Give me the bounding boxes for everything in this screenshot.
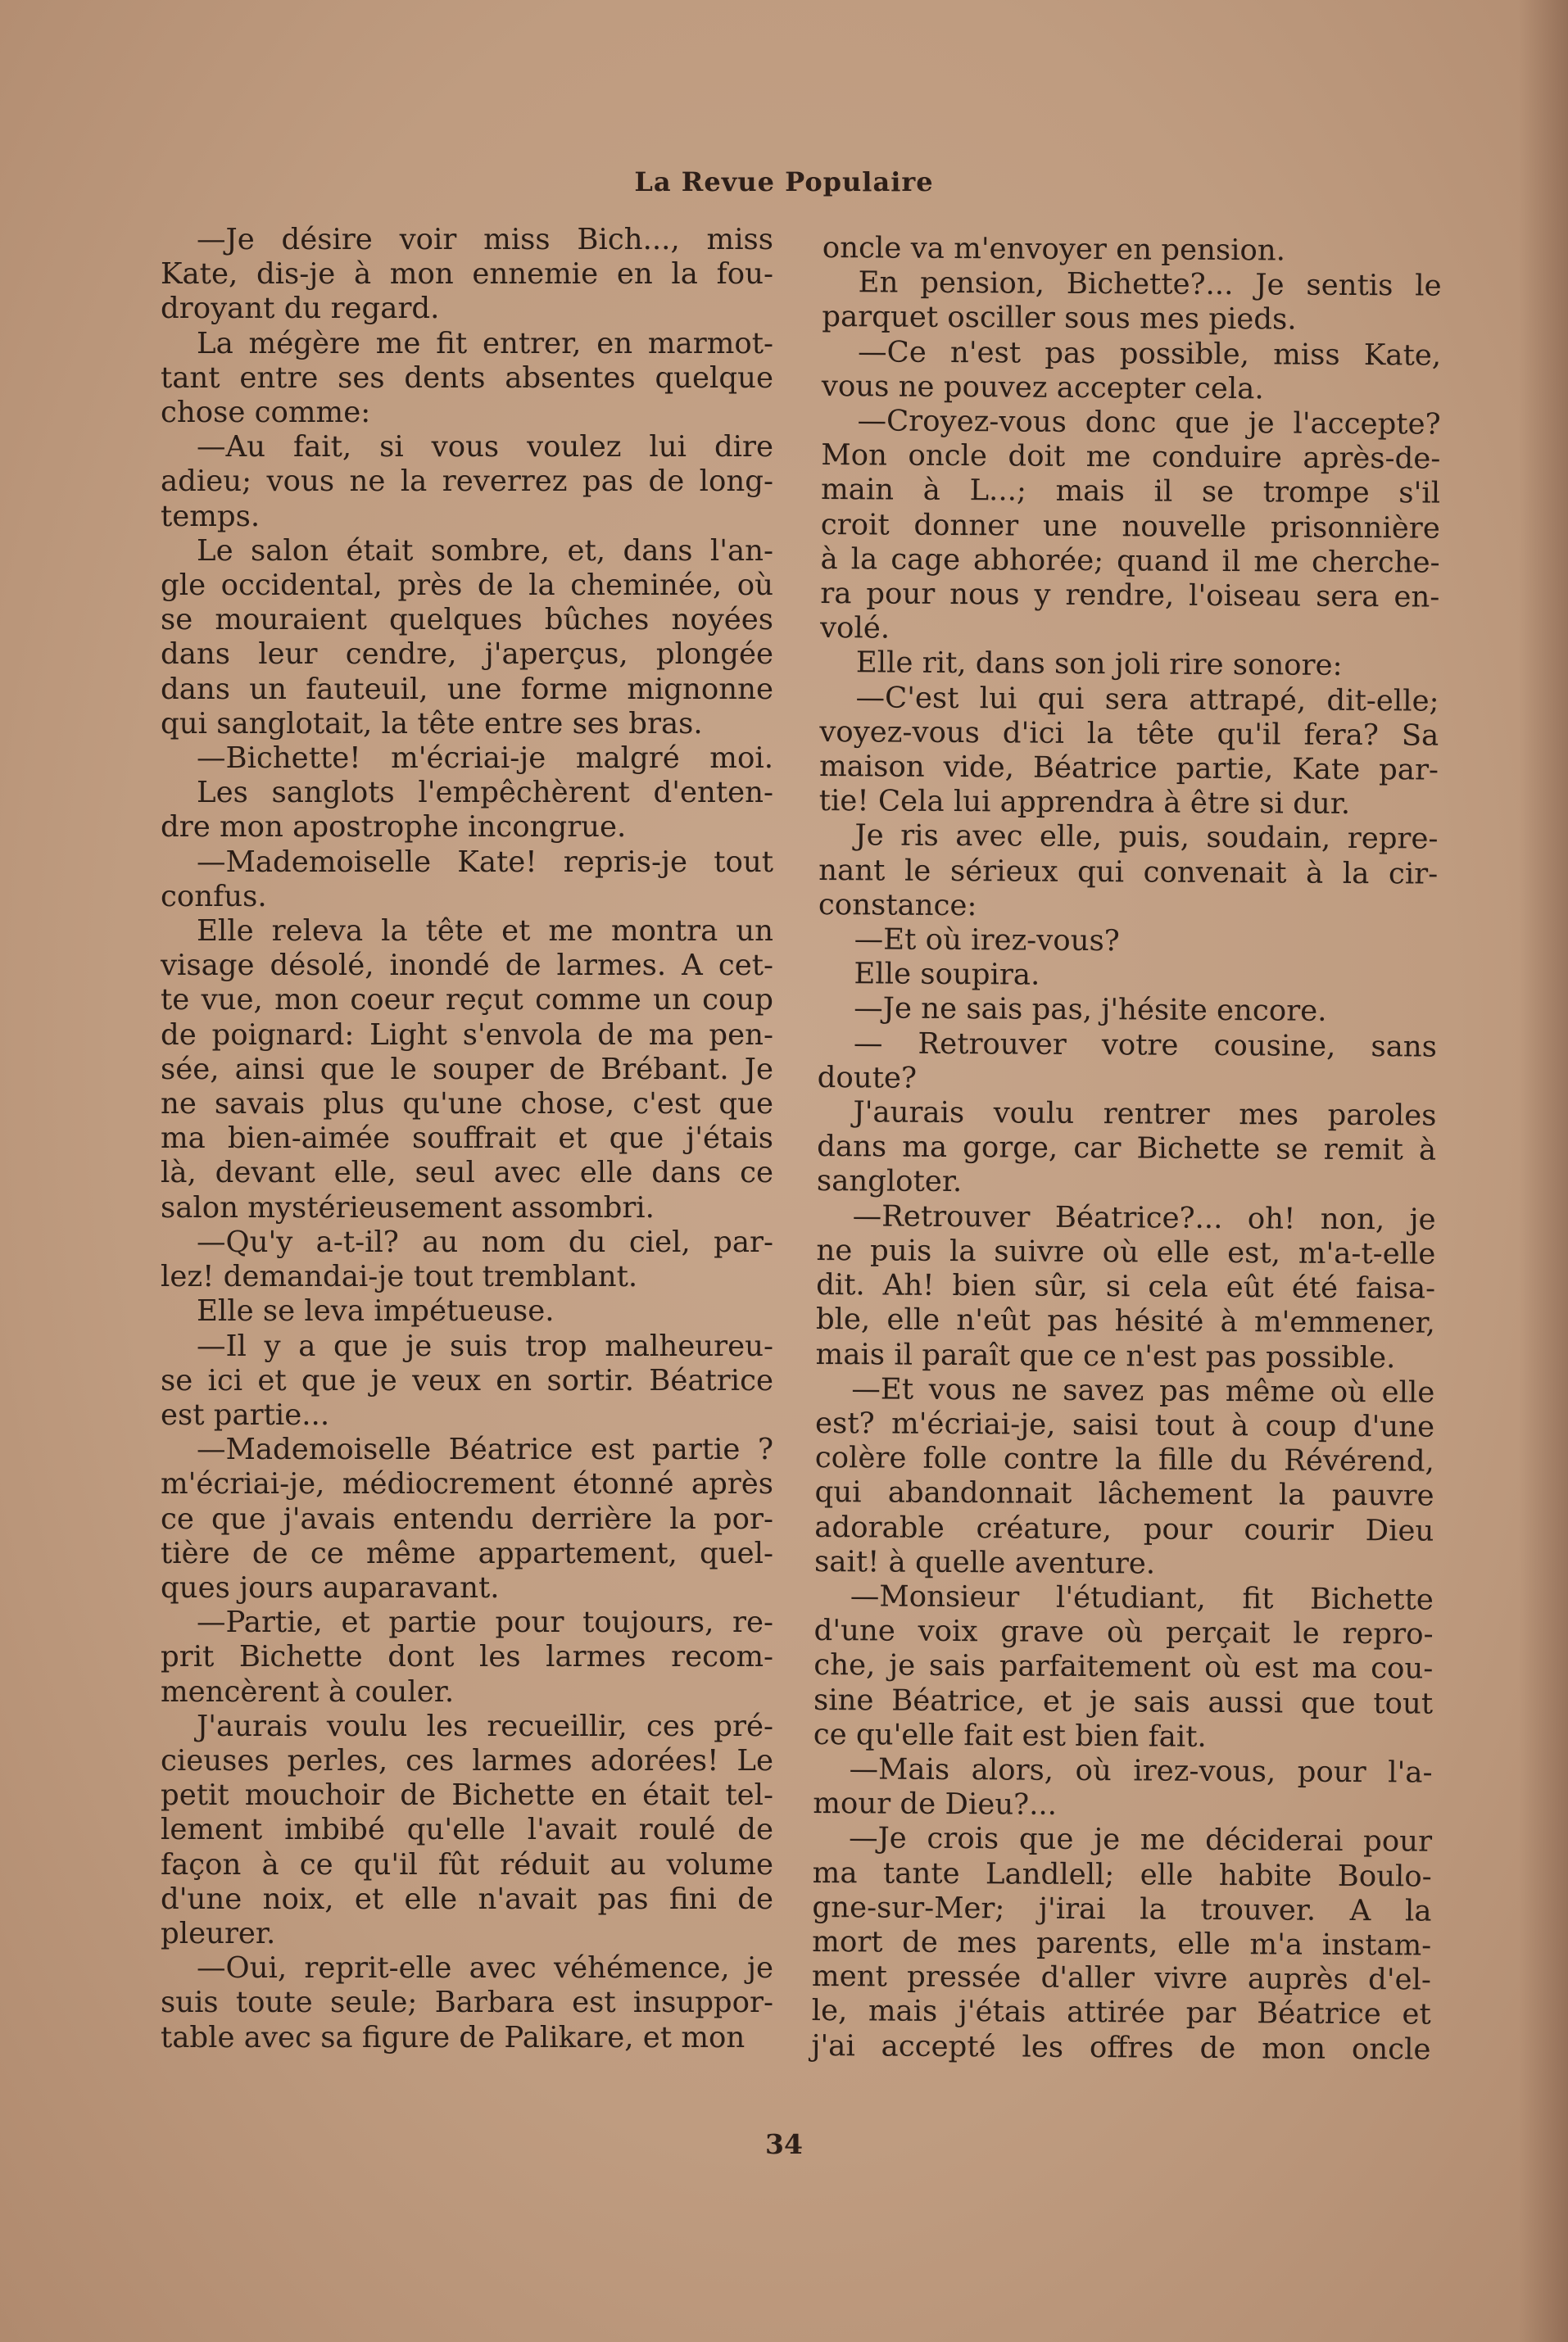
text-line: confus. (161, 879, 267, 913)
text-line: qui abandonnait lâchement la pauvre (814, 1475, 1434, 1513)
text-line: de poignard: Light s'envola de ma pen- (161, 1017, 773, 1052)
text-line: —Je crois que je me déciderai pour (848, 1821, 1433, 1859)
text-line: se ici et que je veux en sortir. Béatrice (161, 1363, 773, 1397)
text-line: J'aurais voulu les recueillir, ces pré- (197, 1709, 773, 1743)
text-line: d'une noix, et elle n'avait pas fini de (161, 1882, 773, 1916)
text-line: main à L...; mais il se trompe s'il (820, 473, 1441, 511)
text-line: dre mon apostrophe incongrue. (161, 810, 627, 845)
text-line: Elle se leva impétueuse. (197, 1294, 555, 1329)
text-line: ne puis la suivre où elle est, m'a-t-elle (816, 1233, 1436, 1271)
text-line: — Retrouver votre cousine, sans (853, 1026, 1438, 1064)
running-header: La Revue Populaire (634, 166, 934, 197)
text-line: tière de ce même appartement, quel- (161, 1536, 773, 1570)
text-line: sait! à quelle aventure. (813, 1544, 1156, 1581)
text-line: J'aurais voulu rentrer mes paroles (853, 1095, 1437, 1133)
text-line: table avec sa figure de Palikare, et mon (161, 2020, 745, 2054)
text-line: Le salon était sombre, et, dans l'an- (197, 533, 773, 568)
text-line: sée, ainsi que le souper de Brébant. Je (161, 1052, 773, 1086)
text-line: le, mais j'étais attirée par Béatrice et (811, 1994, 1431, 2032)
text-line: constance: (818, 887, 977, 923)
page-number: 34 (765, 2128, 803, 2160)
text-line: chose comme: (161, 396, 371, 430)
text-line: Elle rit, dans son joli rire sonore: (855, 646, 1343, 683)
text-line: dans un fauteuil, une forme mignonne (161, 672, 773, 706)
text-line: façon à ce qu'il fût réduit au volume (161, 1847, 773, 1882)
text-line: j'ai accepté les offres de mon oncle (811, 2028, 1431, 2067)
text-line: —Et vous ne savez pas même où elle (851, 1371, 1435, 1410)
text-line: petit mouchoir de Bichette en était tel- (161, 1778, 773, 1813)
text-line: ne savais plus qu'une chose, c'est que (161, 1087, 773, 1121)
text-line: adorable créature, pour courir Dieu (814, 1510, 1434, 1548)
text-line: doute? (817, 1060, 918, 1095)
text-line: mais il paraît que ce n'est pas possible. (815, 1337, 1396, 1375)
text-line: —Mais alors, où irez-vous, pour l'a- (849, 1752, 1433, 1790)
text-line: est partie... (161, 1397, 330, 1432)
text-line: ma bien-aimée souffrait et que j'étais (161, 1121, 773, 1156)
text-line: se mouraient quelques bûches noyées (161, 603, 773, 637)
text-line: che, je sais parfaitement où est ma cou- (813, 1648, 1434, 1686)
text-line: —Mademoiselle Béatrice est partie ? (197, 1433, 773, 1467)
text-line: sine Béatrice, et je sais aussi que tout (813, 1683, 1434, 1721)
text-line: —Retrouver Béatrice?... oh! non, je (852, 1198, 1436, 1237)
text-line: dans leur cendre, j'aperçus, plongée (161, 637, 773, 672)
text-line: —Je désire voir miss Bich..., miss (197, 223, 773, 256)
text-line: nant le sérieux qui convenait à la cir- (818, 853, 1439, 891)
text-line: —C'est lui qui sera attrapé, dit-elle; (855, 680, 1439, 718)
text-line: —Bichette! m'écriai-je malgré moi. (197, 741, 773, 776)
text-line: La mégère me fit entrer, en marmot- (197, 326, 773, 360)
text-line: —Partie, et partie pour toujours, re- (197, 1606, 773, 1640)
text-line: gne-sur-Mer; j'irai la trouver. A la (812, 1890, 1432, 1928)
text-line: ques jours auparavant. (161, 1570, 500, 1605)
text-line: pleurer. (161, 1916, 276, 1950)
text-line: croit donner une nouvelle prisonnière (820, 507, 1440, 546)
text-line: ra pour nous y rendre, l'oiseau sera en- (820, 577, 1440, 614)
text-line: droyant du regard. (161, 292, 440, 326)
text-line: ce que j'avais entendu derrière la por- (161, 1502, 773, 1536)
text-line: te vue, mon coeur reçut comme un coup (161, 983, 773, 1017)
text-line: ma tante Landlell; elle habite Boulo- (812, 1855, 1432, 1894)
text-line: gle occidental, près de la cheminée, où (161, 569, 773, 603)
text-line: lement imbibé qu'elle l'avait roulé de (161, 1813, 773, 1847)
text-line: tie! Cela lui apprendra à être si dur. (818, 784, 1351, 822)
text-line: à la cage abhorée; quand il me cherche- (820, 541, 1440, 580)
text-line: oncle va m'envoyer en pension. (822, 231, 1286, 268)
text-line: colère folle contre la fille du Révérend, (814, 1441, 1434, 1479)
text-line: —Qu'y a-t-il? au nom du ciel, par- (197, 1225, 773, 1259)
text-line: dans ma gorge, car Bichette se remit à (817, 1130, 1437, 1167)
right-text-column (811, 231, 1442, 2067)
text-line: Je ris avec elle, puis, soudain, repre- (854, 818, 1439, 857)
text-line: mour de Dieu?... (813, 1787, 1058, 1822)
text-line: ble, elle n'eût pas hésité à m'emmener, (815, 1302, 1435, 1340)
text-line: qui sanglotait, la tête entre ses bras. (161, 706, 703, 741)
text-line: —Croyez-vous donc que je l'accepte? (857, 404, 1441, 442)
text-line: prit Bichette dont les larmes recom- (161, 1640, 773, 1674)
text-line: ce qu'elle fait est bien fait. (813, 1717, 1207, 1754)
text-line: Elle releva la tête et me montra un (197, 914, 773, 949)
text-line: est? m'écriai-je, saisi tout à coup d'une (814, 1406, 1435, 1444)
text-line: —Il y a que je suis trop malheureu- (197, 1329, 773, 1363)
text-line: volé. (819, 611, 890, 646)
text-line: En pension, Bichette?... Je sentis le (858, 265, 1442, 303)
text-line: mencèrent à couler. (161, 1674, 455, 1709)
text-line: vous ne pouvez accepter cela. (821, 369, 1264, 406)
text-line: voyez-vous d'ici la tête qu'il fera? Sa (819, 714, 1439, 753)
text-line: —Au fait, si vous voulez lui dire (197, 430, 773, 464)
text-line: ment pressée d'aller vivre auprès d'el- (811, 1959, 1432, 1997)
text-line: salon mystérieusement assombri. (161, 1190, 655, 1225)
text-line: mort de mes parents, elle m'a instam- (812, 1924, 1432, 1963)
page-edge-shadow (1519, 0, 1568, 2342)
text-line: —Je ne sais pas, j'hésite encore. (854, 991, 1327, 1029)
text-line: là, devant elle, seul avec elle dans ce (161, 1156, 773, 1190)
text-line: —Et où irez-vous? (854, 922, 1120, 958)
text-line: cieuses perles, ces larmes adorées! Le (161, 1743, 773, 1778)
text-line: dit. Ah! bien sûr, si cela eût été faisa- (816, 1268, 1436, 1306)
text-line: visage désolé, inondé de larmes. A cet- (161, 949, 773, 983)
text-line: temps. (161, 499, 261, 533)
text-line: m'écriai-je, médiocrement étonné après (161, 1467, 773, 1502)
text-line: —Mademoiselle Kate! repris-je tout (197, 845, 773, 879)
text-line: tant entre ses dents absentes quelque (161, 360, 773, 395)
text-line: lez! demandai-je tout tremblant. (161, 1260, 638, 1294)
text-line: d'une voix grave où perçait le repro- (813, 1614, 1434, 1651)
text-line: Elle soupira. (854, 957, 1040, 992)
text-line: Mon oncle doit me conduire après-de- (821, 438, 1441, 476)
text-line: maison vide, Béatrice partie, Kate par- (818, 750, 1439, 787)
text-line: adieu; vous ne la reverrez pas de long- (161, 464, 773, 499)
text-line: —Ce n'est pas possible, miss Kate, (857, 334, 1442, 373)
text-line: parquet osciller sous mes pieds. (822, 300, 1297, 337)
text-line: Les sanglots l'empêchèrent d'enten- (197, 776, 773, 810)
text-line: suis toute seule; Barbara est insuppor- (161, 1986, 773, 2020)
text-line: —Monsieur l'étudiant, fit Bichette (850, 1579, 1434, 1617)
left-text-column (161, 223, 773, 2055)
text-line: sangloter. (816, 1164, 963, 1199)
text-line: Kate, dis-je à mon ennemie en la fou- (161, 257, 773, 292)
text-line: —Oui, reprit-elle avec véhémence, je (197, 1951, 773, 1986)
